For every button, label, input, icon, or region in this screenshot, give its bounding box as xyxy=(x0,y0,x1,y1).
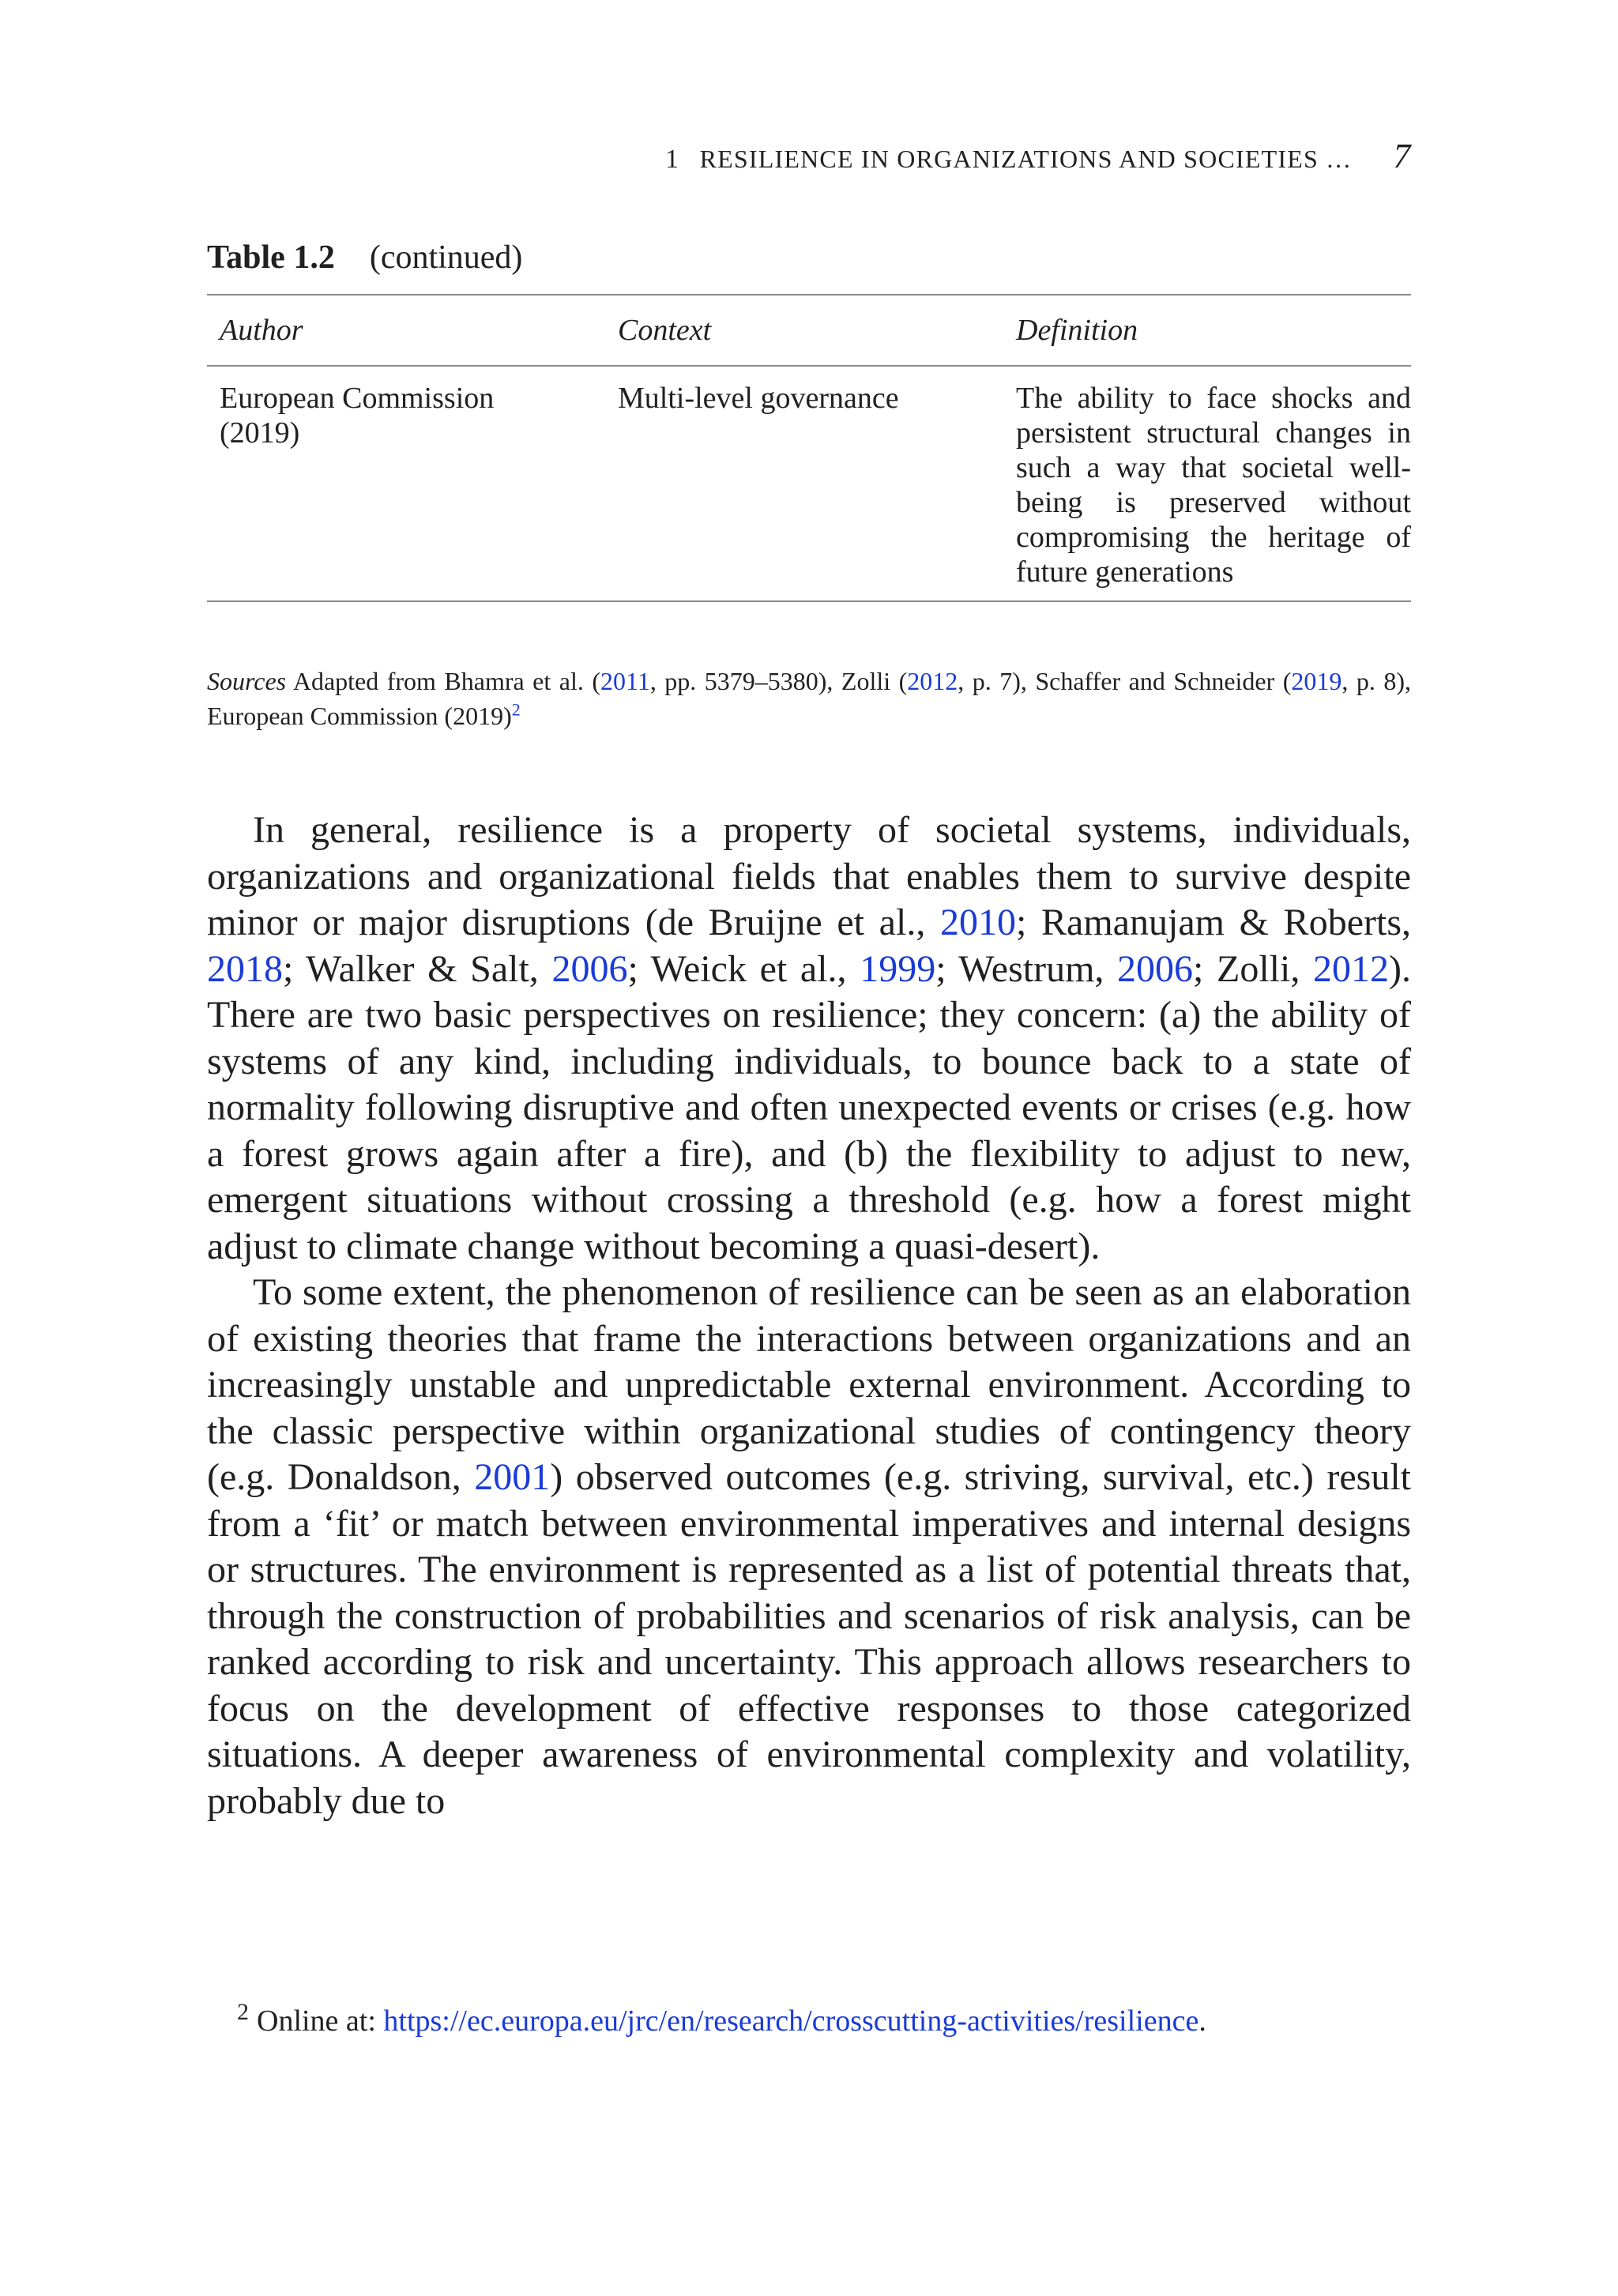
chapter-title: RESILIENCE IN ORGANIZATIONS AND SOCIETIES … xyxy=(699,145,1353,173)
citation-link[interactable]: 2006 xyxy=(1117,947,1194,990)
citation-link[interactable]: 2011 xyxy=(600,667,650,695)
paragraph-text: ) observed outcomes (e.g. striving, survival, etc.) result from a ‘fit’ or match between environmental imperatives and internal designs or structures. The environment is represented as a list of potential threats that, through the construction of probabilities and scenarios of risk analysis, can be ranked according to risk and uncertainty. This approach allows researchers to focus on the development of effective responses to those categorized situations. A deeper awareness of environmental complexity and volatility, probably due to xyxy=(207,1456,1412,1822)
paragraph-text: ; Westrum, xyxy=(935,947,1118,990)
citation-link[interactable]: 2012 xyxy=(1313,947,1389,990)
citation-link[interactable]: 2019 xyxy=(1291,667,1342,695)
header-context: Context xyxy=(618,314,712,347)
footnote xyxy=(237,1999,1206,2038)
citation-link[interactable]: 2012 xyxy=(907,667,958,695)
cell-definition: The ability to face shocks and persistent structural changes in such a way that societal well-being is preserved without compromising the heritage of future generations xyxy=(1016,382,1411,589)
table-label: Table 1.2 xyxy=(207,239,335,276)
footnote-text: Online at: xyxy=(257,2004,384,2038)
paragraph xyxy=(207,807,1411,1270)
footnote-reference[interactable]: 2 xyxy=(511,699,521,720)
paragraph xyxy=(207,1270,1411,1824)
citation-link[interactable]: 2010 xyxy=(940,901,1016,943)
paragraph-text: ). There are two basic perspectives on resilience; they concern: (a) the ability of systems of any kind, including individuals, to bounce back to a state of normality following disruptive and often unexpected events or crises (e.g. how a forest grows again after a fire), and (b) the flexibility to adjust to new, emergent situations without crossing a threshold (e.g. how a forest might adjust to climate change without becoming a quasi-desert). xyxy=(207,947,1411,1267)
table-caption-text: (continued) xyxy=(369,239,523,276)
footnote-end: . xyxy=(1198,2004,1206,2038)
citation-link[interactable]: 2018 xyxy=(207,947,283,990)
definitions-table xyxy=(207,294,1411,602)
table-bottom-rule xyxy=(207,600,1411,602)
citation-link[interactable]: 2006 xyxy=(551,947,628,990)
cell-context: Multi-level governance xyxy=(618,382,899,415)
paragraph-text: To some extent, the phenomenon of resilience can be seen as an elaboration of existing theories that frame the interactions between organizations and an increasingly unstable and unpredictable external environment. According to the classic perspective within organizational studies of contingency theory (e.g. Donaldson, xyxy=(207,1271,1411,1498)
paragraph-text: ; Ramanujam & Roberts, xyxy=(1016,901,1411,943)
chapter-number: 1 xyxy=(664,145,679,174)
table-sources-note xyxy=(207,664,1411,733)
page-number: 7 xyxy=(1393,137,1411,175)
table-header-row xyxy=(207,295,1411,365)
footnote-number: 2 xyxy=(237,1999,249,2026)
citation-link[interactable]: 1999 xyxy=(860,947,936,990)
sources-text: , pp. 5379–5380), Zolli ( xyxy=(649,667,908,695)
sources-text: , p. 7), Schaffer and Schneider ( xyxy=(958,667,1292,695)
paragraph-text: ; Walker & Salt, xyxy=(283,947,552,990)
table-caption xyxy=(207,239,522,277)
cell-author: European Commission (2019) xyxy=(220,382,495,450)
header-author: Author xyxy=(220,314,303,347)
sources-label: Sources xyxy=(207,667,287,695)
running-head xyxy=(207,136,1411,175)
footnote-url-link[interactable]: https://ec.europa.eu/jrc/en/research/crosscutting-activities/resilience xyxy=(383,2004,1199,2038)
citation-link[interactable]: 2001 xyxy=(474,1456,551,1498)
body-text xyxy=(207,807,1411,1824)
paragraph-text: ; Weick et al., xyxy=(627,947,860,990)
header-definition: Definition xyxy=(1016,314,1138,347)
sources-text: , p. 8), European Commission (2019) xyxy=(207,667,1412,730)
table-row xyxy=(207,367,1411,600)
sources-text: Adapted from Bhamra et al. ( xyxy=(292,667,600,695)
paragraph-text: In general, resilience is a property of societal systems, individuals, organizations and organizational fields that enables them to survive despite minor or major disruptions (de Bruijne et al., xyxy=(207,809,1411,943)
paragraph-text: ; Zolli, xyxy=(1193,947,1313,990)
